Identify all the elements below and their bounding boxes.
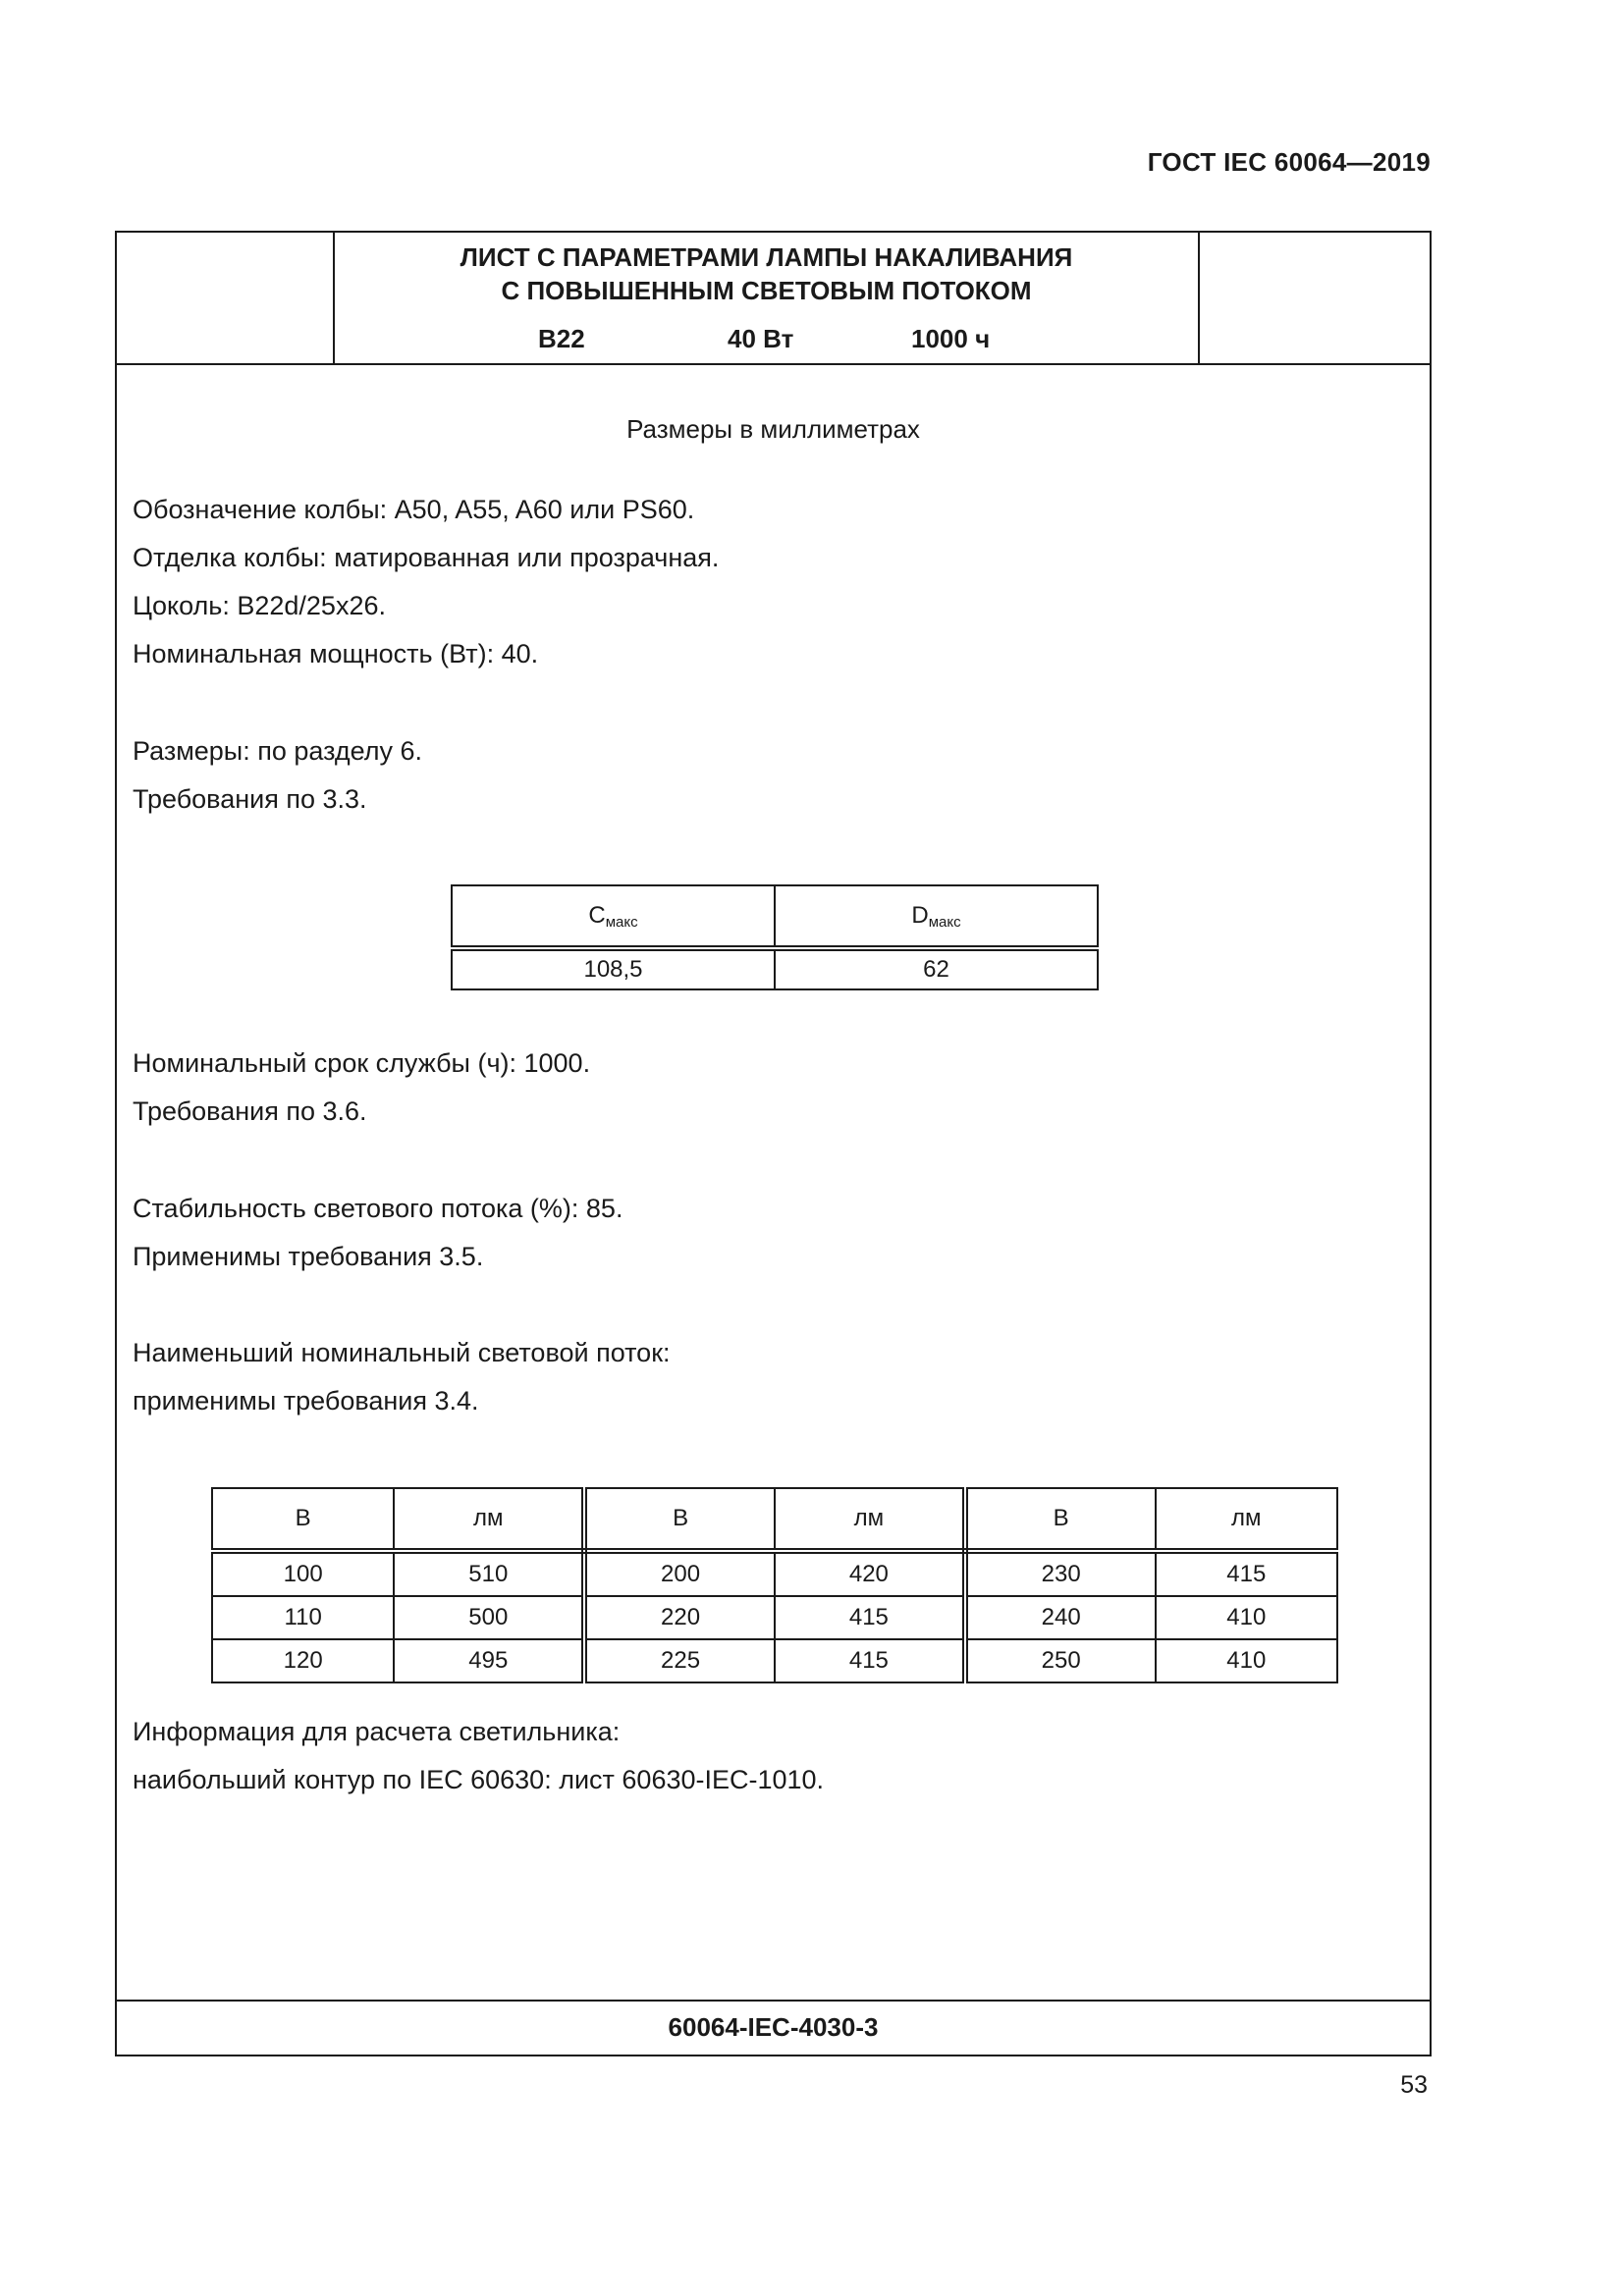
table-row [212, 1596, 1337, 1639]
units-note: Размеры в миллиметрах [626, 414, 920, 444]
sheet-title-line2: С ПОВЫШЕННЫМ СВЕТОВЫМ ПОТОКОМ [501, 276, 1032, 305]
d-max-header: $D_{макс}$ [775, 885, 1098, 948]
header-left-cell [117, 233, 335, 363]
bulb-designation: Обозначение колбы: A50, A55, A60 или PS60. [133, 495, 695, 524]
rated-life-line: Номинальный срок службы (ч): 1000. [133, 1048, 591, 1078]
max-outline: наибольший контур по IEC 60630: лист 60630-IEC-1010. [133, 1765, 825, 1794]
rated-life: 1000 ч [911, 324, 991, 353]
table-cell: 120 [212, 1639, 394, 1682]
standard-designation: ГОСТ IEC 60064—2019 [1147, 147, 1431, 177]
col-header-volts: В [212, 1488, 394, 1551]
luminaire-info: Информация для расчета светильника: [133, 1717, 621, 1746]
min-luminous-flux: Наименьший номинальный световой поток: [133, 1338, 671, 1367]
requirements-3-6: Требования по 3.6. [133, 1096, 367, 1126]
table-header-row [212, 1488, 1337, 1551]
sheet-title-line1: ЛИСТ С ПАРАМЕТРАМИ ЛАМПЫ НАКАЛИВАНИЯ [460, 242, 1073, 272]
table-cell: 220 [584, 1596, 775, 1639]
table-row [212, 1551, 1337, 1596]
page-number: 53 [1400, 2071, 1428, 2099]
table-cell: 230 [965, 1551, 1156, 1596]
sheet-code: 60064-IEC-4030-3 [117, 2000, 1430, 2055]
table-cell: 410 [1156, 1639, 1337, 1682]
col-header-lumens: лм [394, 1488, 584, 1551]
data-sheet-frame [115, 231, 1432, 2056]
table-cell: 510 [394, 1551, 584, 1596]
d-max-value: 62 [775, 948, 1098, 989]
dimensions-ref: Размеры: по разделу 6. [133, 736, 423, 766]
table-cell: 410 [1156, 1596, 1337, 1639]
col-header-lumens: лм [1156, 1488, 1337, 1551]
requirements-3-4: применимы требования 3.4. [133, 1386, 479, 1415]
header-right-cell [1198, 233, 1430, 363]
c-max-header: $C_{макс}$ [452, 885, 775, 948]
cap-designation: Цоколь: B22d/25x26. [133, 591, 386, 620]
table-cell: 415 [775, 1639, 965, 1682]
table-cell: 500 [394, 1596, 584, 1639]
rated-power: 40 Вт [728, 324, 794, 353]
header-title-cell [335, 233, 1198, 363]
table-row [212, 1639, 1337, 1682]
table-cell: 110 [212, 1596, 394, 1639]
col-header-volts: В [584, 1488, 775, 1551]
bulb-finish: Отделка колбы: матированная или прозрачная. [133, 543, 720, 572]
table-cell: 225 [584, 1639, 775, 1682]
rated-wattage: Номинальная мощность (Вт): 40. [133, 639, 539, 668]
col-header-lumens: лм [775, 1488, 965, 1551]
luminous-flux-table [211, 1487, 1338, 1683]
table-cell: 415 [1156, 1551, 1337, 1596]
requirements-3-3: Требования по 3.3. [133, 784, 367, 814]
c-max-value: 108,5 [452, 948, 775, 989]
sheet-header [117, 233, 1430, 365]
table-cell: 100 [212, 1551, 394, 1596]
table-cell: 250 [965, 1639, 1156, 1682]
col-header-volts: В [965, 1488, 1156, 1551]
table-cell: 240 [965, 1596, 1156, 1639]
requirements-3-5: Применимы требования 3.5. [133, 1242, 484, 1271]
table-cell: 420 [775, 1551, 965, 1596]
lumen-maintenance: Стабильность светового потока (%): 85. [133, 1194, 623, 1223]
table-cell: 200 [584, 1551, 775, 1596]
table-cell: 415 [775, 1596, 965, 1639]
table-cell: 495 [394, 1639, 584, 1682]
cap-type: B22 [538, 324, 585, 353]
dimensions-table [451, 884, 1099, 990]
